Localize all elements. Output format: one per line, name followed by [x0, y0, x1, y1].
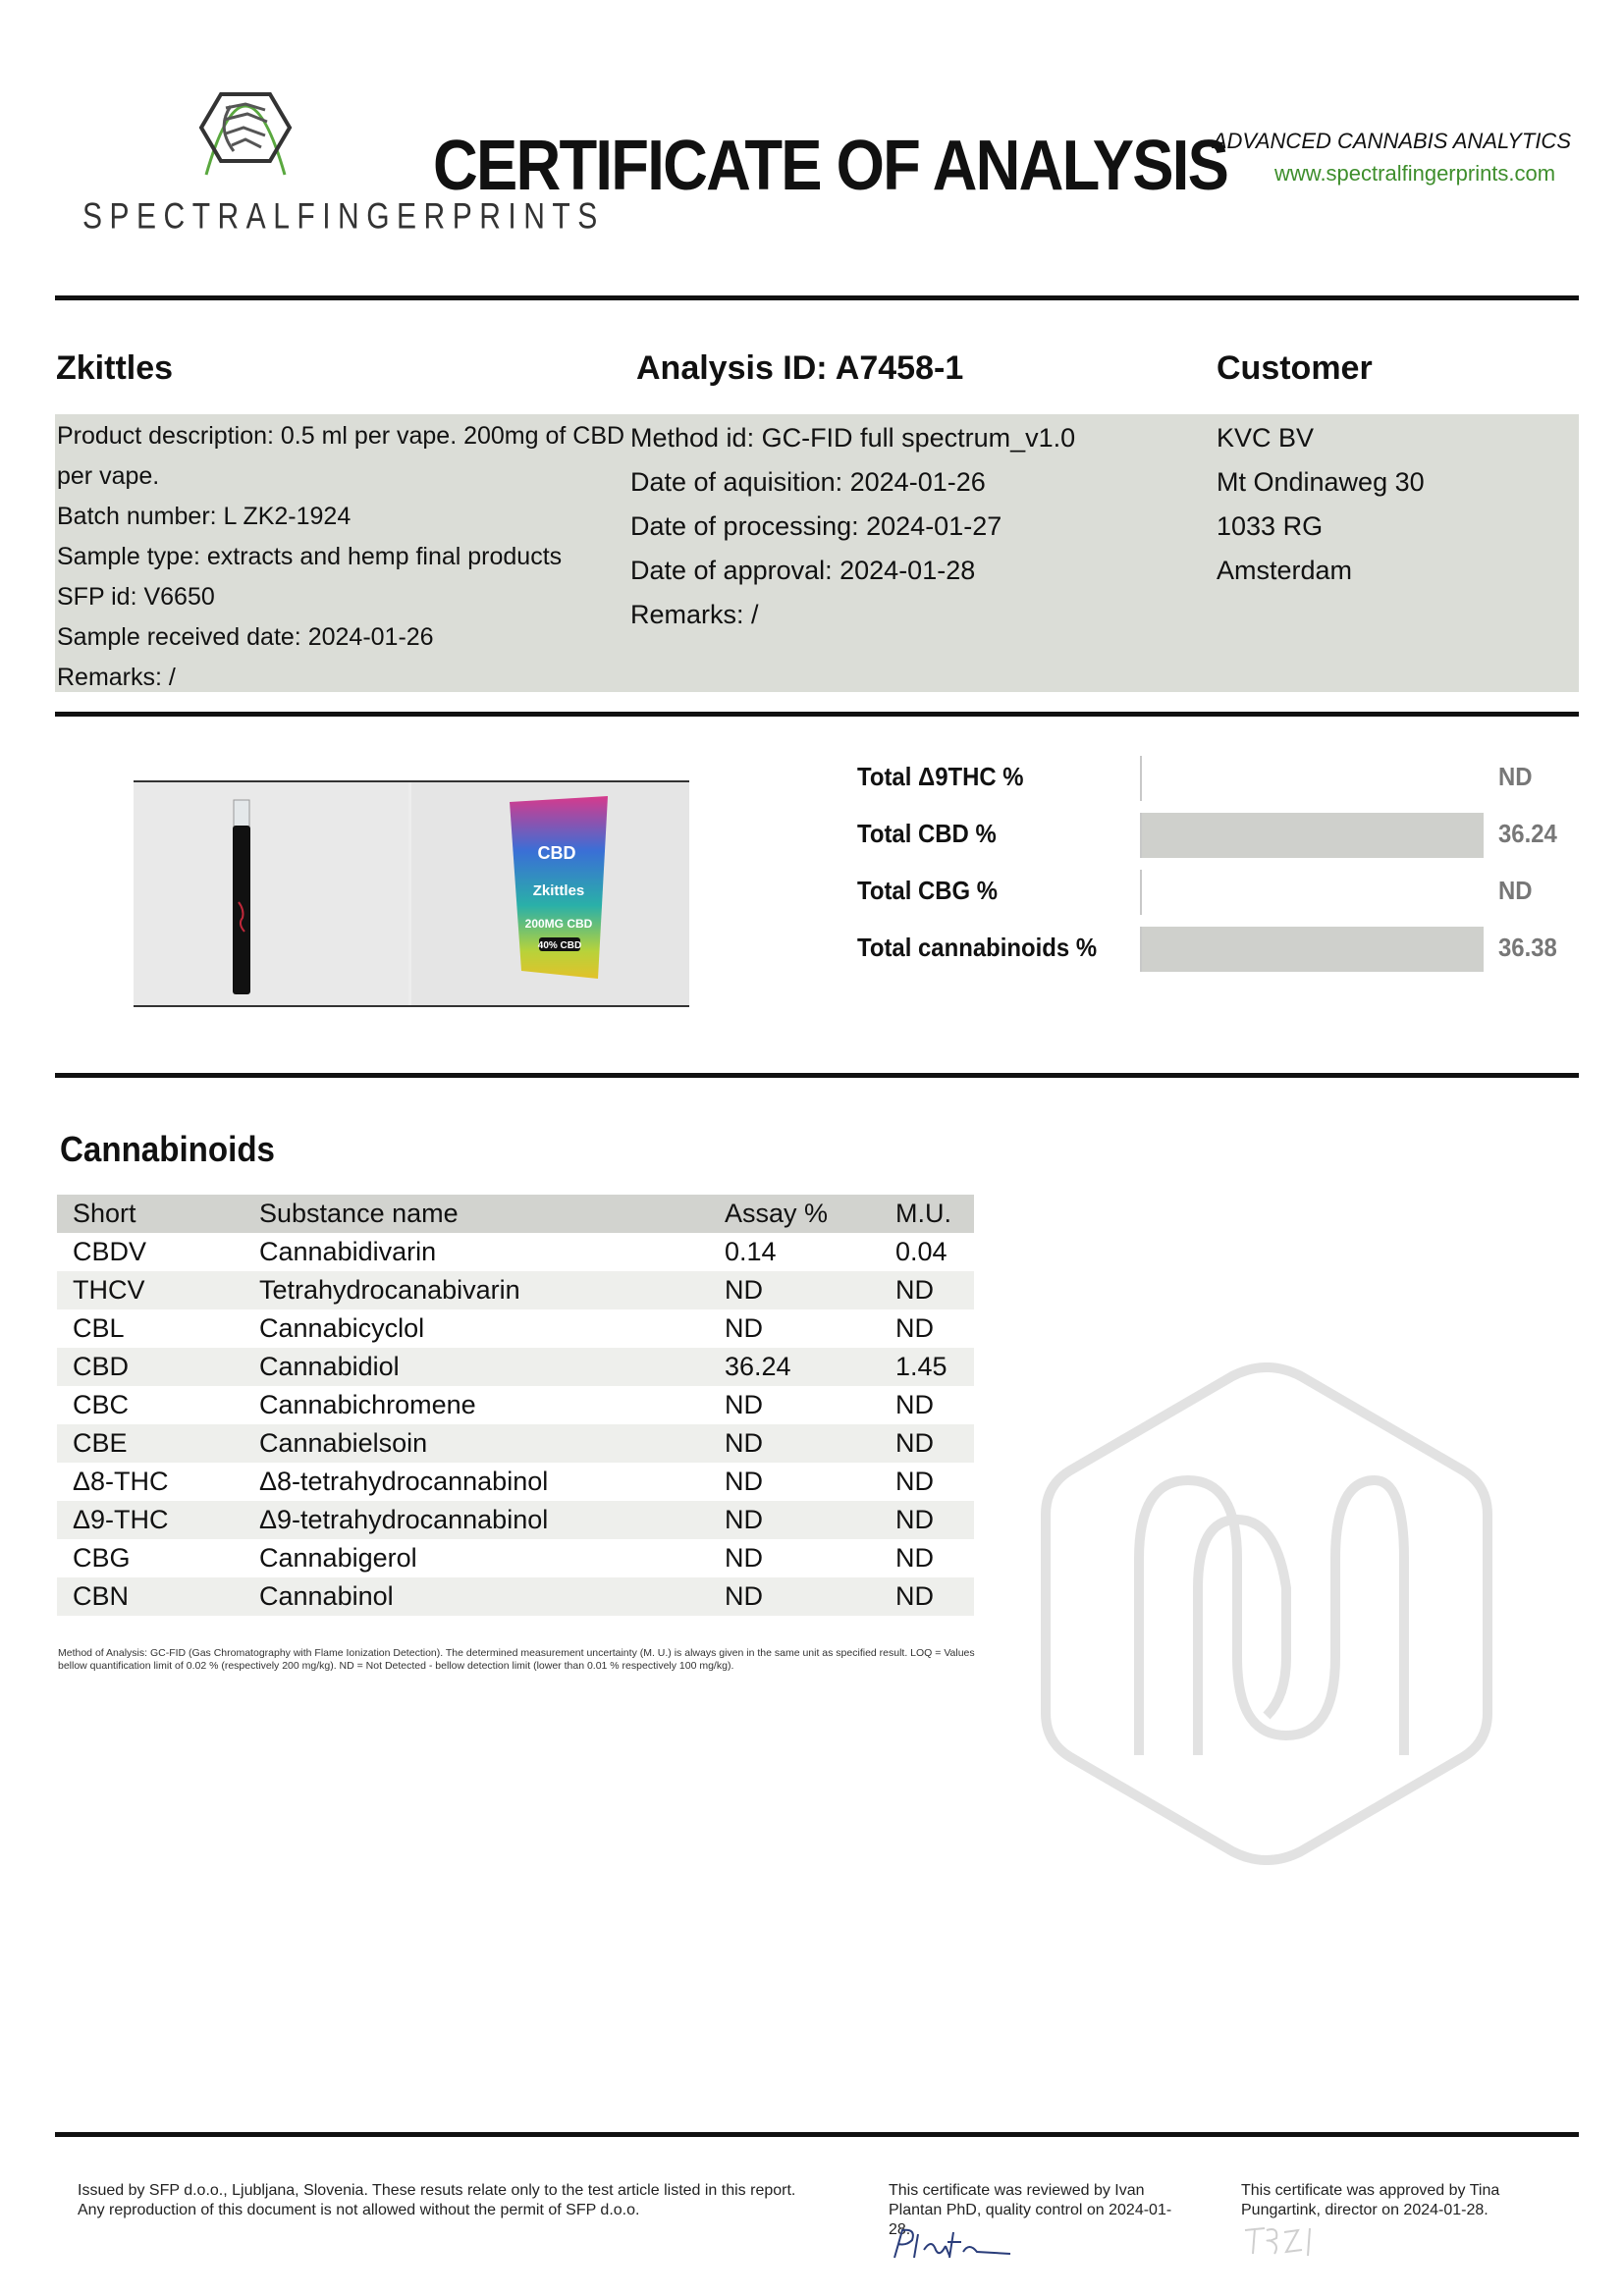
cell-substance: Cannabichromene — [259, 1390, 476, 1419]
cell-mu: ND — [895, 1275, 934, 1305]
analysis-detail-line: Date of approval: 2024-01-28 — [630, 556, 976, 585]
summary-label-thc: Total Δ9THC % — [857, 762, 1024, 791]
reviewer-signature-icon — [889, 2224, 1016, 2264]
summary-value-cbg: ND — [1498, 876, 1533, 905]
cell-substance: Δ9-tetrahydrocannabinol — [259, 1505, 549, 1534]
approver-signature-icon — [1239, 2220, 1327, 2260]
product-detail-line: Batch number: L ZK2-1924 — [57, 503, 352, 530]
analysis-detail-line: Date of aquisition: 2024-01-26 — [630, 467, 986, 497]
cell-substance: Δ8-tetrahydrocannabinol — [259, 1467, 549, 1496]
cell-substance: Tetrahydrocanabivarin — [259, 1275, 520, 1305]
cell-short: CBC — [73, 1390, 130, 1419]
cell-mu: ND — [895, 1505, 934, 1534]
cell-assay: ND — [725, 1313, 763, 1343]
table-row — [57, 1539, 974, 1577]
cell-substance: Cannabielsoin — [259, 1428, 428, 1458]
summary-value-thc: ND — [1498, 762, 1533, 791]
table-row — [57, 1233, 974, 1271]
cell-assay: ND — [725, 1543, 763, 1573]
summary-label-cbd: Total CBD % — [857, 819, 997, 848]
package-label: Zkittles — [532, 882, 585, 899]
cell-short: Δ8-THC — [73, 1467, 169, 1496]
analysis-detail-line: Date of processing: 2024-01-27 — [630, 511, 1002, 541]
summary-bar-cbd — [1140, 813, 1484, 858]
table-header-row — [57, 1195, 974, 1233]
company-url-link[interactable]: www.spectralfingerprints.com — [1274, 161, 1556, 186]
product-detail-line: per vape. — [57, 462, 160, 490]
product-detail-line: Remarks: / — [57, 664, 176, 691]
cell-assay: 0.14 — [725, 1237, 777, 1266]
cannabinoids-title: Cannabinoids — [60, 1129, 275, 1169]
reviewed-note: This certificate was reviewed by Ivan Plantan PhD, quality control on 2024-01-28. — [889, 2182, 1172, 2238]
cell-substance: Cannabidiol — [259, 1352, 400, 1381]
package-photo — [411, 782, 689, 1005]
package-label: CBD — [537, 843, 576, 863]
table-row — [57, 1348, 974, 1386]
cell-short: CBN — [73, 1581, 130, 1611]
product-detail-line: SFP id: V6650 — [57, 583, 215, 611]
summary-value-cbd: 36.24 — [1498, 819, 1557, 848]
cell-substance: Cannabinol — [259, 1581, 394, 1611]
cell-assay: ND — [725, 1390, 763, 1419]
cell-assay: ND — [725, 1275, 763, 1305]
cell-mu: ND — [895, 1543, 934, 1573]
cell-mu: ND — [895, 1581, 934, 1611]
table-row — [57, 1309, 974, 1348]
table-row — [57, 1386, 974, 1424]
cell-assay: ND — [725, 1467, 763, 1496]
table-row — [57, 1271, 974, 1309]
watermark-logo-icon — [1041, 1362, 1492, 1865]
footer-divider — [55, 2132, 1579, 2137]
column-header: Short — [73, 1199, 136, 1228]
method-note: Method of Analysis: GC-FID (Gas Chromatography with Flame Ionization Detection). The determined measurement uncertainty (M. U.) is always given in the same unit as specified result. LOQ = Values bellow quantification limit of 0.02 % (respectively 200 mg/kg). ND = Not Detected - bellow detection limit (lower than 0.01 % respectively 100 mg/kg). — [58, 1647, 975, 1672]
cell-substance: Cannabicyclol — [259, 1313, 425, 1343]
product-detail-line: Product description: 0.5 ml per vape. 200mg of CBD — [57, 422, 625, 450]
summary-bar-total — [1140, 927, 1484, 972]
analysis-detail-line: Remarks: / — [630, 600, 759, 629]
vape-pen-photo — [134, 782, 408, 1005]
product-detail-line: Sample received date: 2024-01-26 — [57, 623, 434, 651]
document-title: CERTIFICATE OF ANALYSIS — [433, 127, 1228, 205]
cell-assay: 36.24 — [725, 1352, 791, 1381]
customer-detail-line: 1033 RG — [1217, 511, 1324, 541]
cell-short: CBDV — [73, 1237, 147, 1266]
summary-bar-thc — [1140, 756, 1484, 801]
cell-mu: ND — [895, 1467, 934, 1496]
cell-mu: ND — [895, 1428, 934, 1458]
cell-short: CBE — [73, 1428, 128, 1458]
product-images — [134, 780, 689, 1007]
analysis-detail-line: Method id: GC-FID full spectrum_v1.0 — [630, 423, 1076, 453]
cell-short: CBD — [73, 1352, 130, 1381]
info-divider — [55, 712, 1579, 717]
cell-mu: 0.04 — [895, 1237, 947, 1266]
customer-detail-line: Mt Ondinaweg 30 — [1217, 467, 1425, 497]
column-header: M.U. — [895, 1199, 951, 1228]
analysis-id: Analysis ID: A7458-1 — [636, 349, 964, 387]
customer-detail-line: Amsterdam — [1217, 556, 1353, 585]
summary-label-cbg: Total CBG % — [857, 876, 999, 905]
cell-assay: ND — [725, 1428, 763, 1458]
analysis-details — [630, 416, 1075, 637]
product-detail-line: Sample type: extracts and hemp final products — [57, 543, 563, 570]
logo-wordmark: SPECTRALFINGERPRINTS — [82, 196, 605, 238]
company-tagline: ADVANCED CANNABIS ANALYTICS — [1212, 129, 1571, 153]
column-header: Assay % — [725, 1199, 829, 1228]
product-details — [57, 416, 624, 698]
cell-short: CBG — [73, 1543, 131, 1573]
approved-note: This certificate was approved by Tina Pungartink, director on 2024-01-28. — [1241, 2182, 1500, 2218]
cell-substance: Cannabigerol — [259, 1543, 417, 1573]
cell-mu: ND — [895, 1313, 934, 1343]
table-row — [57, 1577, 974, 1616]
summary-divider — [55, 1073, 1579, 1078]
cell-short: Δ9-THC — [73, 1505, 169, 1534]
customer-detail-line: KVC BV — [1217, 423, 1315, 453]
cell-assay: ND — [725, 1505, 763, 1534]
cell-mu: 1.45 — [895, 1352, 947, 1381]
cell-substance: Cannabidivarin — [259, 1237, 437, 1266]
customer-details — [1217, 416, 1425, 593]
cell-short: THCV — [73, 1275, 145, 1305]
table-row — [57, 1463, 974, 1501]
summary-bar-cbg — [1140, 870, 1484, 915]
product-name: Zkittles — [56, 349, 174, 387]
cell-short: CBL — [73, 1313, 125, 1343]
table-row — [57, 1501, 974, 1539]
package-label: 200MG CBD — [524, 917, 593, 931]
cell-assay: ND — [725, 1581, 763, 1611]
cell-mu: ND — [895, 1390, 934, 1419]
summary-label-total: Total cannabinoids % — [857, 933, 1098, 962]
cannabinoids-table — [57, 1195, 974, 1616]
customer-heading: Customer — [1217, 349, 1373, 387]
column-header: Substance name — [259, 1199, 459, 1228]
summary-value-total: 36.38 — [1498, 933, 1557, 962]
header-divider — [55, 295, 1579, 300]
package-label: 40% CBD — [537, 940, 582, 951]
issued-note: Issued by SFP d.o.o., Ljubljana, Slovenia. These resuts relate only to the test article listed in this report. Any reproduction of this document is not allowed without the permit of SFP d.o.o. — [78, 2182, 796, 2218]
table-row — [57, 1424, 974, 1463]
